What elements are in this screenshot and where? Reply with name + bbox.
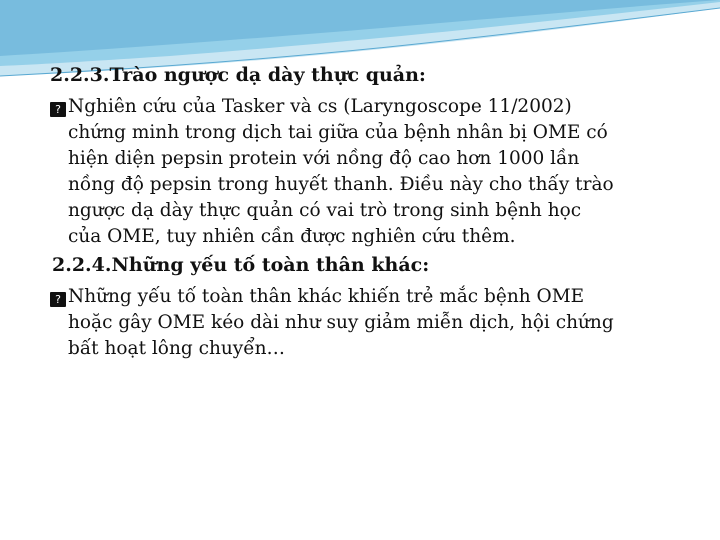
paragraph-line: ? Những yếu tố toàn thân khác khiến trẻ mắc bệnh OME	[50, 284, 690, 310]
bullet-icon: ?	[50, 292, 66, 307]
paragraph-systemic-factors	[50, 284, 690, 362]
paragraph-line: chứng minh trong dịch tai giữa của bệnh nhân bị OME có	[68, 122, 608, 143]
section-heading-reflux: 2.2.3.Trào ngược dạ dày thực quản:	[50, 64, 426, 86]
paragraph-line: hoặc gây OME kéo dài như suy giảm miễn dịch, hội chứng	[68, 312, 614, 333]
paragraph-line: ngược dạ dày thực quản có vai trò trong sinh bệnh học	[68, 200, 582, 221]
slide-content	[50, 62, 690, 362]
bullet-icon: ?	[50, 102, 66, 117]
paragraph-reflux	[50, 94, 690, 250]
paragraph-line: của OME, tuy nhiên cần được nghiên cứu thêm.	[68, 226, 516, 247]
paragraph-line: hiện diện pepsin protein với nồng độ cao hơn 1000 lần	[68, 148, 580, 169]
paragraph-line: bất hoạt lông chuyển…	[68, 338, 286, 359]
paragraph-line: ? Nghiên cứu của Tasker và cs (Laryngoscope 11/2002)	[50, 94, 690, 120]
section-heading-systemic-factors: 2.2.4.Những yếu tố toàn thân khác:	[52, 254, 430, 276]
paragraph-line: nồng độ pepsin trong huyết thanh. Điều này cho thấy trào	[68, 174, 614, 195]
